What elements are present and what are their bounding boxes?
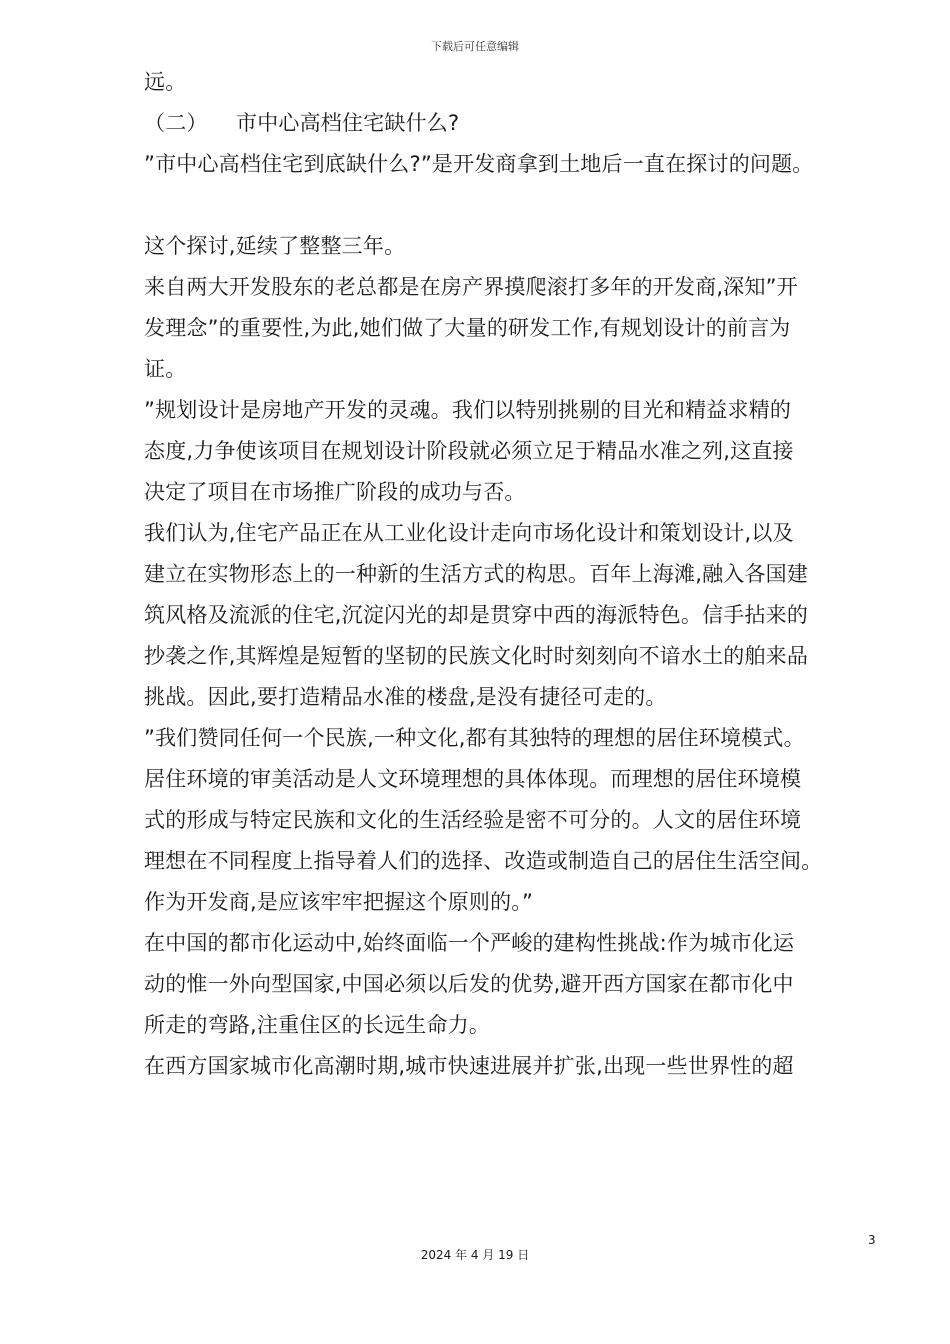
paragraph-line: 挑战。因此,要打造精品水准的楼盘,是没有捷径可走的。 bbox=[144, 685, 667, 709]
section-number: （二） bbox=[144, 111, 208, 135]
paragraph-line: 筑风格及流派的住宅,沉淀闪光的却是贯穿中西的海派特色。信手拈来的 bbox=[144, 603, 809, 627]
paragraph-line: 来自两大开发股东的老总都是在房产界摸爬滚打多年的开发商,深知”开 bbox=[144, 275, 798, 299]
paragraph-line: 远。 bbox=[144, 70, 187, 94]
paragraph-line: 抄袭之作,其辉煌是短暂的坚韧的民族文化时时刻刻向不谙水土的舶来品 bbox=[144, 644, 809, 668]
paragraph-line: 决定了项目在市场推广阶段的成功与否。 bbox=[144, 480, 526, 504]
section-title: 市中心高档住宅缺什么? bbox=[236, 111, 460, 135]
paragraph-line: 态度,力争使该项目在规划设计阶段就必须立足于精品水准之列,这直接 bbox=[144, 439, 794, 463]
document-body bbox=[144, 62, 904, 1087]
paragraph-line: ”市中心高档住宅到底缺什么?”是开发商拿到土地后一直在探讨的问题。 bbox=[144, 152, 814, 176]
page-number: 3 bbox=[868, 1233, 876, 1247]
paragraph-line: 所走的弯路,注重住区的长远生命力。 bbox=[144, 1013, 491, 1037]
paragraph-line: 式的形成与特定民族和文化的生活经验是密不可分的。人文的居住环境 bbox=[144, 808, 802, 832]
paragraph-line: 居住环境的审美活动是人文环境理想的具体体现。而理想的居住环境模 bbox=[144, 767, 802, 791]
paragraph-line: 证。 bbox=[144, 357, 187, 381]
paragraph-line: ”规划设计是房地产开发的灵魂。我们以特别挑剔的目光和精益求精的 bbox=[144, 398, 792, 422]
paragraph-line: 在中国的都市化运动中,始终面临一个严峻的建构性挑战:作为城市化运 bbox=[144, 931, 795, 955]
blank-line bbox=[144, 185, 904, 226]
paragraph-line: 我们认为,住宅产品正在从工业化设计走向市场化设计和策划设计,以及 bbox=[144, 521, 794, 545]
paragraph-line: 在西方国家城市化高潮时期,城市快速进展并扩张,出现一些世界性的超 bbox=[144, 1054, 794, 1078]
footer-date: 2024 年 4 月 19 日 bbox=[420, 1248, 530, 1262]
paragraph-line: 理想在不同程度上指导着人们的选择、改造或制造自己的居住生活空间。 bbox=[144, 849, 823, 873]
paragraph-line: 动的惟一外向型国家,中国必须以后发的优势,避开西方国家在都市化中 bbox=[144, 972, 794, 996]
paragraph-line: 作为开发商,是应该牢牢把握这个原则的。” bbox=[144, 890, 534, 914]
paragraph-line: 建立在实物形态上的一种新的生活方式的构思。百年上海滩,融入各国建 bbox=[144, 562, 809, 586]
section-heading bbox=[144, 103, 904, 144]
page-header: 下载后可任意编辑 bbox=[431, 40, 519, 53]
paragraph-line: 这个探讨,延续了整整三年。 bbox=[144, 234, 406, 258]
paragraph-line: ”我们赞同任何一个民族,一种文化,都有其独特的理想的居住环境模式。 bbox=[144, 726, 805, 750]
paragraph-line: 发理念”的重要性,为此,她们做了大量的研发工作,有规划设计的前言为 bbox=[144, 316, 791, 340]
